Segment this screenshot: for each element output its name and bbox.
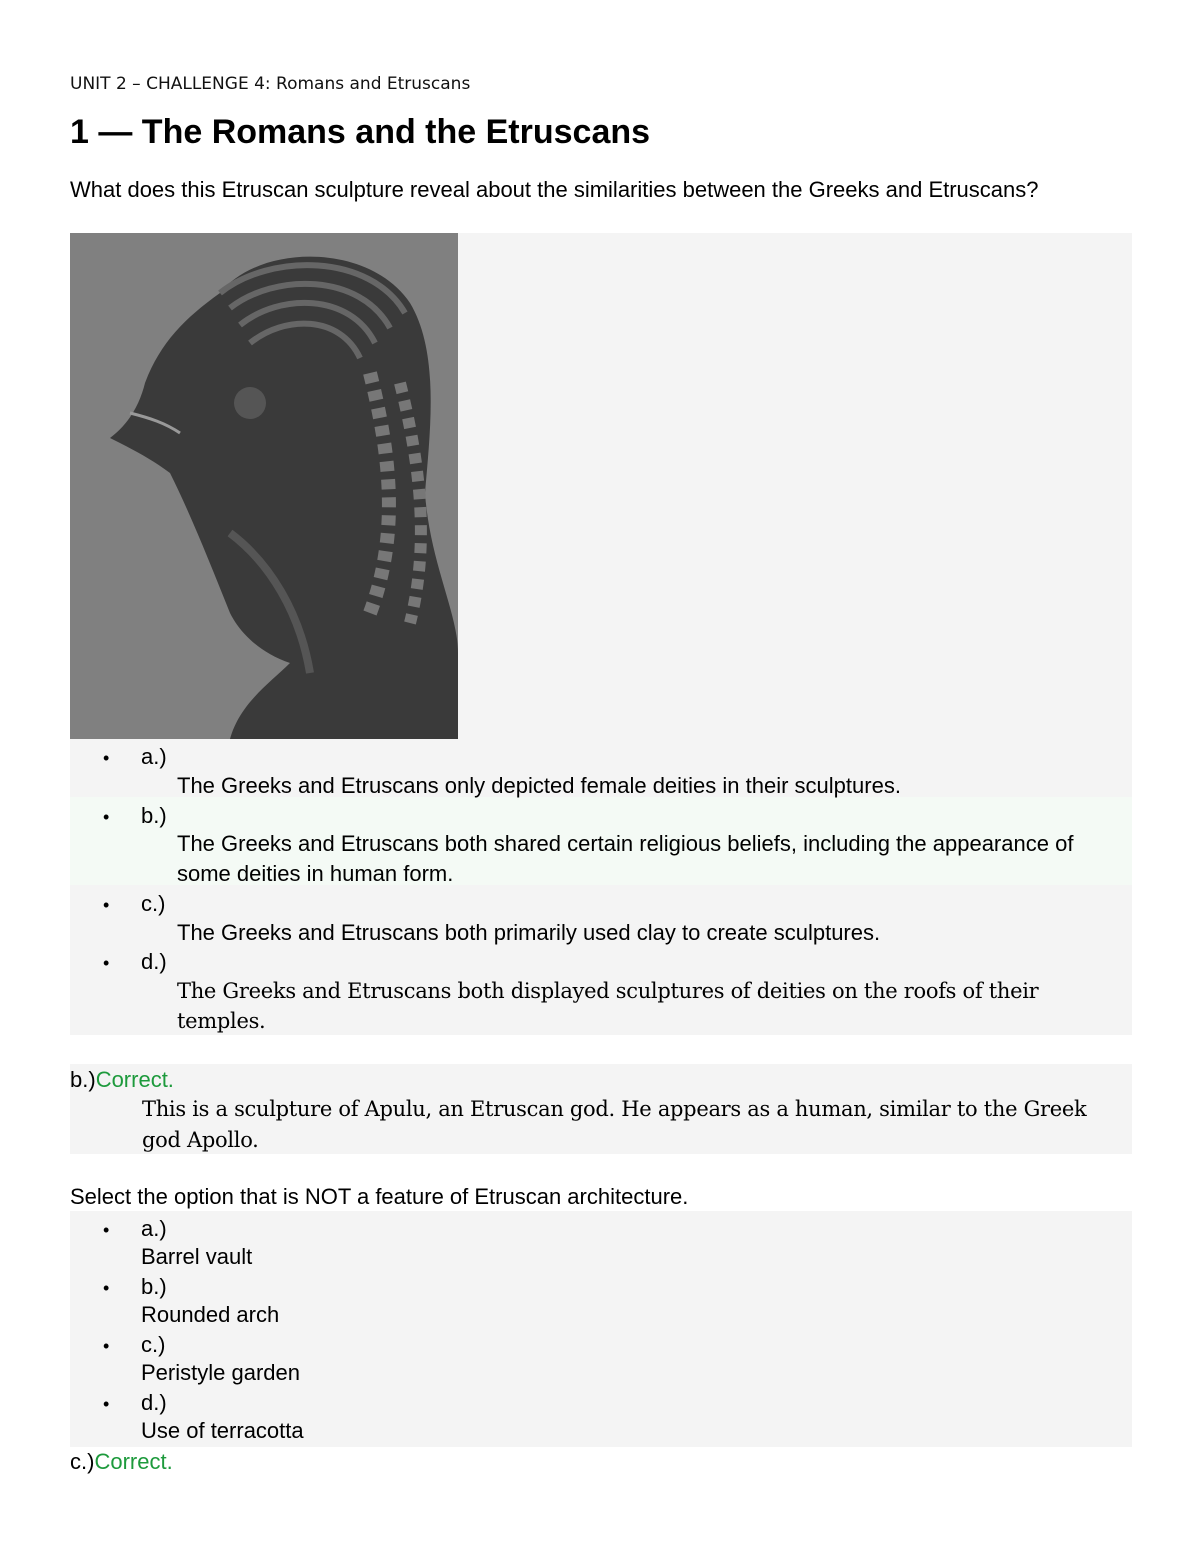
q1-option-d-text[interactable]: The Greeks and Etruscans both displayed sculptures of deities on the roofs of their temples. (177, 979, 1039, 1033)
bullet: • (103, 1220, 110, 1240)
q2-option-c-text[interactable]: Peristyle garden (141, 1360, 300, 1385)
bullet: • (103, 1336, 110, 1356)
question-2: Select the option that is NOT a feature of Etruscan architecture. (70, 1184, 689, 1209)
q1-option-a-label[interactable]: a.) (141, 744, 167, 769)
q1-option-d-label[interactable]: d.) (141, 949, 167, 974)
q2-option-b-text[interactable]: Rounded arch (141, 1302, 280, 1327)
q2-option-a-text[interactable]: Barrel vault (141, 1244, 253, 1269)
unit-header: UNIT 2 – CHALLENGE 4: Romans and Etruscans (70, 74, 471, 94)
question-1-block (70, 233, 1132, 1035)
etruscan-sculpture-image (70, 233, 458, 739)
q1-option-b-label[interactable]: b.) (141, 803, 167, 828)
q1-result (70, 1065, 174, 1095)
page-title: 1 — The Romans and the Etruscans (70, 113, 651, 151)
bullet: • (103, 1278, 110, 1298)
bullet: • (103, 953, 110, 973)
q2-option-b-label[interactable]: b.) (141, 1274, 167, 1299)
bullet: • (103, 748, 110, 768)
q2-option-a-label[interactable]: a.) (141, 1216, 167, 1241)
q2-option-d-label[interactable]: d.) (141, 1390, 167, 1415)
question-1: What does this Etruscan sculpture reveal about the similarities between the Greeks and Etruscans? (70, 177, 1039, 202)
bullet: • (103, 895, 110, 915)
q2-option-c-label[interactable]: c.) (141, 1332, 166, 1357)
bullet: • (103, 1394, 110, 1414)
q2-result (70, 1447, 173, 1477)
q2-option-d-text[interactable]: Use of terracotta (141, 1418, 304, 1443)
q1-correct-status: Correct. (95, 1067, 174, 1092)
q1-option-c-text[interactable]: The Greeks and Etruscans both primarily used clay to create sculptures. (177, 920, 881, 945)
q1-option-b-text[interactable]: The Greeks and Etruscans both shared certain religious beliefs, including the appearance of some deities in human form. (177, 831, 1074, 886)
q1-result-label: b.) (70, 1067, 96, 1092)
q1-option-a-text[interactable]: The Greeks and Etruscans only depicted female deities in their sculptures. (177, 773, 901, 798)
q1-option-c-label[interactable]: c.) (141, 891, 166, 916)
q2-result-label: c.) (70, 1449, 95, 1474)
q2-correct-status: Correct. (94, 1449, 173, 1474)
q1-explanation: This is a sculpture of Apulu, an Etruscan god. He appears as a human, similar to the Greek god Apollo. (142, 1097, 1087, 1152)
bullet: • (103, 807, 110, 827)
